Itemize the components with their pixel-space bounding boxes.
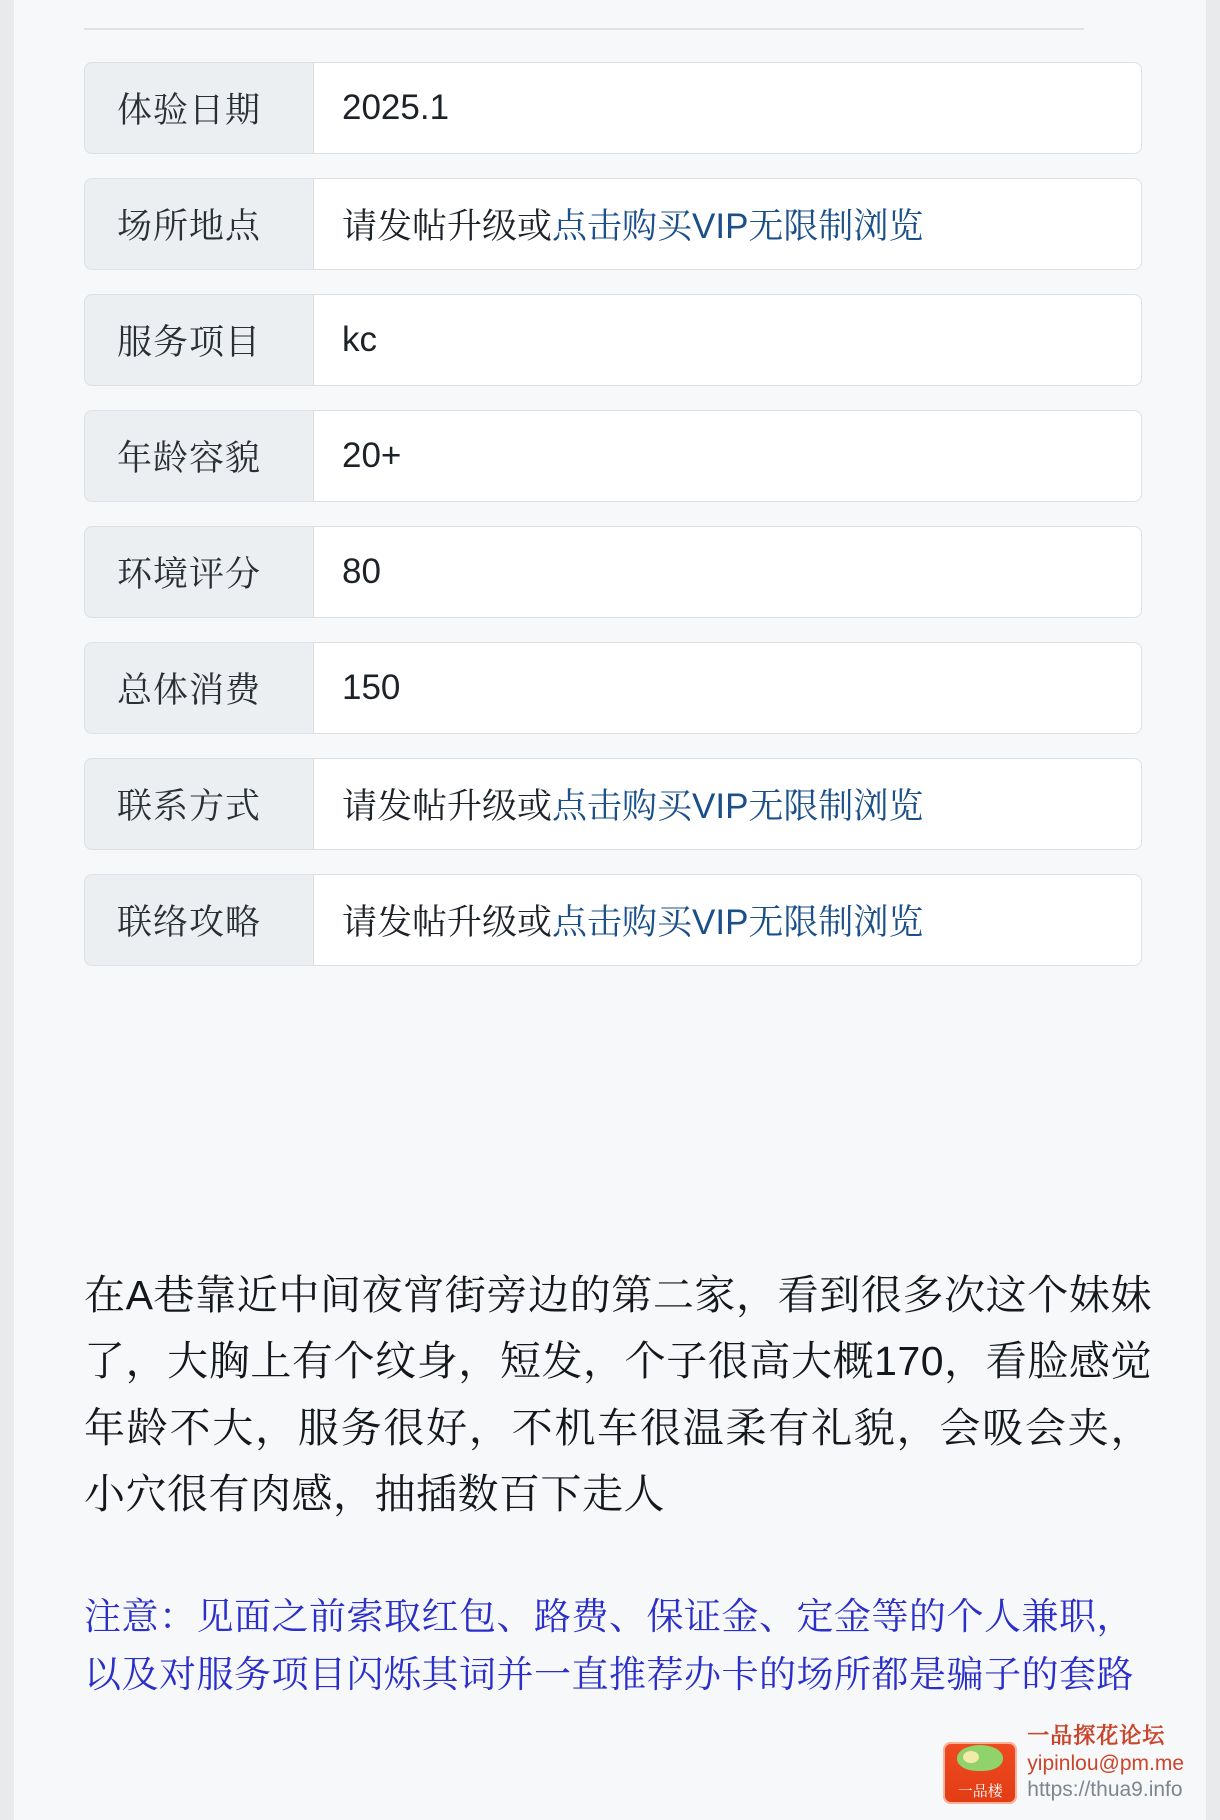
table-row [84, 410, 1142, 502]
table-row [84, 62, 1142, 154]
leaf-shape [957, 1745, 1003, 1771]
field-value-total-cost [314, 642, 1142, 734]
watermark-title: 一品探花论坛 [1027, 1723, 1166, 1748]
forum-logo-label: 一品楼 [957, 1782, 1003, 1800]
field-text: kc [342, 320, 377, 359]
info-table [84, 62, 1142, 990]
field-text: 20+ [342, 436, 402, 475]
field-text-prefix: 请发帖升级或 [342, 903, 553, 942]
buy-vip-link[interactable]: 点击购买VIP无限制浏览 [552, 787, 924, 826]
field-text-prefix: 请发帖升级或 [342, 787, 553, 826]
field-text: 150 [342, 668, 401, 707]
field-value-contact [314, 758, 1142, 850]
watermark-email: yipinlou@pm.me [1027, 1752, 1184, 1775]
table-row [84, 642, 1142, 734]
watermark [943, 1719, 1184, 1804]
table-row [84, 178, 1142, 270]
field-value-service [314, 294, 1142, 386]
watermark-lines [1027, 1719, 1184, 1804]
field-label-contact: 联系方式 [84, 758, 314, 850]
watermark-url: https://thua9.info [1027, 1778, 1183, 1801]
field-value-strategy [314, 874, 1142, 966]
top-divider [84, 28, 1084, 30]
field-value-environment-score [314, 526, 1142, 618]
field-label-service: 服务项目 [84, 294, 314, 386]
field-label-total-cost: 总体消费 [84, 642, 314, 734]
post-sheet [14, 0, 1206, 1820]
buy-vip-link[interactable]: 点击购买VIP无限制浏览 [552, 903, 924, 942]
field-value-age [314, 410, 1142, 502]
table-row [84, 758, 1142, 850]
field-label-age: 年龄容貌 [84, 410, 314, 502]
field-label-date: 体验日期 [84, 62, 314, 154]
field-value-location [314, 178, 1142, 270]
table-row [84, 526, 1142, 618]
forum-logo-icon [943, 1742, 1017, 1804]
buy-vip-link[interactable]: 点击购买VIP无限制浏览 [552, 207, 924, 246]
scam-warning-notice: 注意：见面之前索取红包、路费、保证金、定金等的个人兼职，以及对服务项目闪烁其词并一直推荐办卡的场所都是骗子的套路 [84, 1596, 1134, 1696]
field-label-environment-score: 环境评分 [84, 526, 314, 618]
field-label-location: 场所地点 [84, 178, 314, 270]
post-body-paragraph: 在A巷靠近中间夜宵街旁边的第二家，看到很多次这个妹妹了，大胸上有个纹身，短发，个子很高大概170，看脸感觉年龄不大，服务很好，不机车很温柔有礼貌，会吸会夹，小穴很有肉感，抽插数百下走人 [84, 1272, 1152, 1518]
table-row [84, 294, 1142, 386]
field-text: 2025.1 [342, 88, 450, 127]
field-label-strategy: 联络攻略 [84, 874, 314, 966]
field-text: 80 [342, 552, 381, 591]
table-row [84, 874, 1142, 966]
field-value-date [314, 62, 1142, 154]
field-text-prefix: 请发帖升级或 [342, 207, 553, 246]
